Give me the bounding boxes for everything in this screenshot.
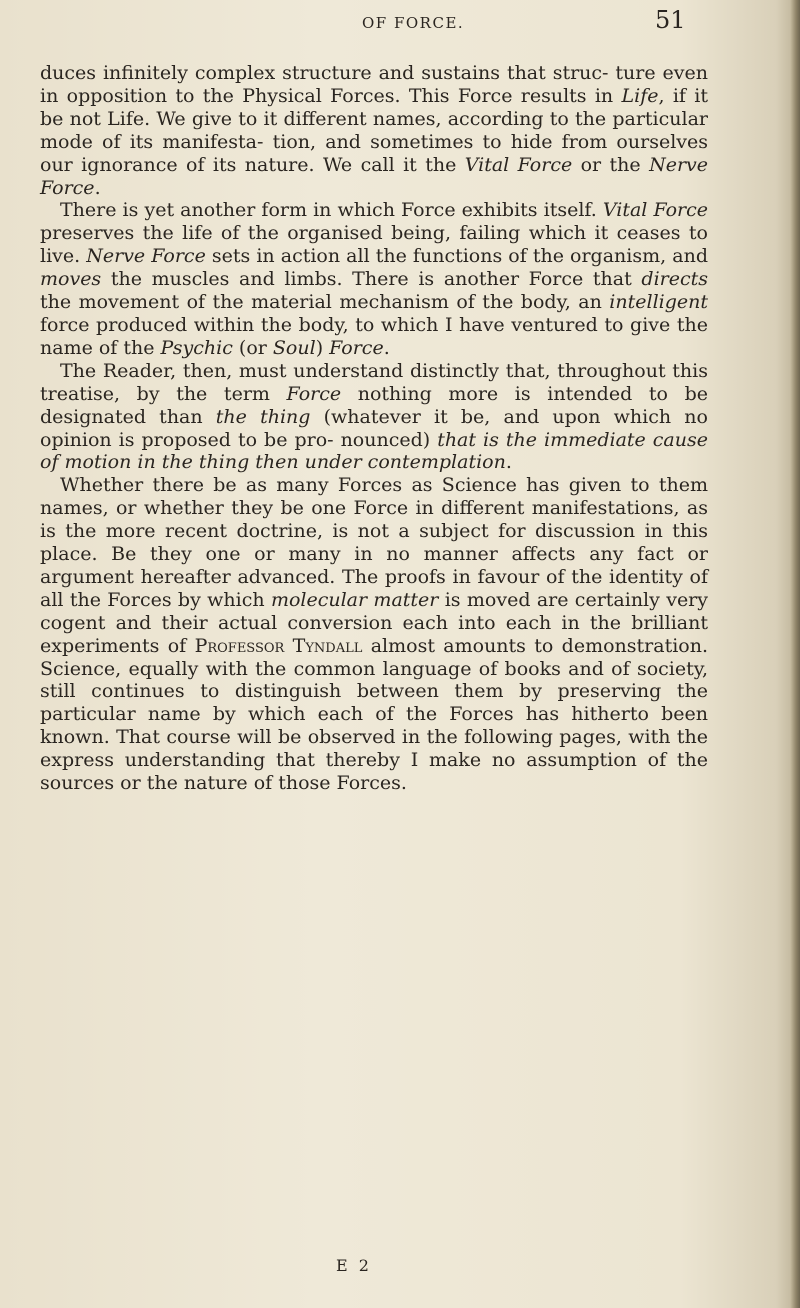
text-run: The Reader, then, must understand distinctly that, throughout this treatise, by the term [40,359,708,405]
text-run: . [505,451,512,474]
text-run: the movement of the material mechanism of the body, an [40,291,610,314]
italic-term: that is the immediate cause of motion in the thing then under contemplation [40,428,708,474]
text-run: force produced within the body, to which I have ventured to give the name of the [40,313,708,359]
italic-term: Life [621,84,659,107]
small-caps-name: Professor Tyndall [194,634,363,657]
italic-term: Psychic [160,336,233,359]
text-run: There is yet another form in which Force exhibits itself. [60,199,603,222]
text-run: (or [232,336,273,359]
italic-term: moves [40,268,102,291]
body-text [40,62,708,795]
text-run: duces infinitely complex structure and sustains that struc- ture even in opposition to the Physical Forces. This Force results in [40,62,708,107]
text-run: the muscles and limbs. There is another Force that [101,268,642,291]
page-header [0,6,800,36]
text-run: is moved are certainly very cogent and their actual conversion each into each in the brilliant experiments of [40,588,708,657]
text-run: or the [572,153,650,176]
text-run: sets in action all the functions of the organism, and [205,245,708,268]
running-head: OF FORCE. [362,14,465,32]
italic-term: molecular matter [270,588,439,611]
signature-mark: E 2 [336,1256,372,1275]
text-run: almost amounts to demonstration. Science, equally with the common language of books and of society, still continues to distinguish between them by preserving the particular name by which each of the Forces has hitherto been known. That course will be observed in the following pages, with the express understanding that thereby I make no assumption of the sources or the nature of those Forces. [40,634,708,795]
text-run: . [383,336,390,359]
italic-term: Vital Force [602,199,709,222]
paragraph-1 [40,62,708,199]
text-run: ) [315,336,330,359]
italic-term: Nerve Force [86,245,206,268]
italic-term: Nerve Force [40,153,709,199]
italic-term: Vital Force [464,153,573,176]
italic-term: Soul [272,336,316,359]
paragraph-3 [40,360,708,475]
text-run: Whether there be as many Forces as Science has given to them names, or whether they be one Force in different manifestations, as is the more recent doctrine, is not a subject for discussion in this place. Be they one or many in no manner affects any fact or argument hereafter advanced. The proofs in favour of the identity of all the Forces by which [40,474,708,611]
page-number: 51 [655,6,686,34]
text-run: (whatever it be, and upon which no opinion is proposed to be pro- nounced) [40,405,708,451]
paragraph-2 [40,199,708,359]
text-run: preserves the life of the organised being, failing which it ceases to live. [40,222,708,268]
paragraph-4 [40,474,708,795]
italic-term: directs [641,268,708,291]
italic-term: Force [286,382,342,405]
italic-term: the thing [215,405,311,428]
page-edge-shadow [790,0,800,1308]
text-run: nothing more is intended to be designated than [40,382,708,428]
text-run: . [94,176,101,199]
italic-term: Force [329,336,384,359]
italic-term: intelligent [609,291,708,314]
text-run: , if it be not Life. We give to it different names, according to the particular mode of its manifesta- tion, and sometimes to hide from ourselves our ignorance of its nature. We call it the [40,84,708,176]
